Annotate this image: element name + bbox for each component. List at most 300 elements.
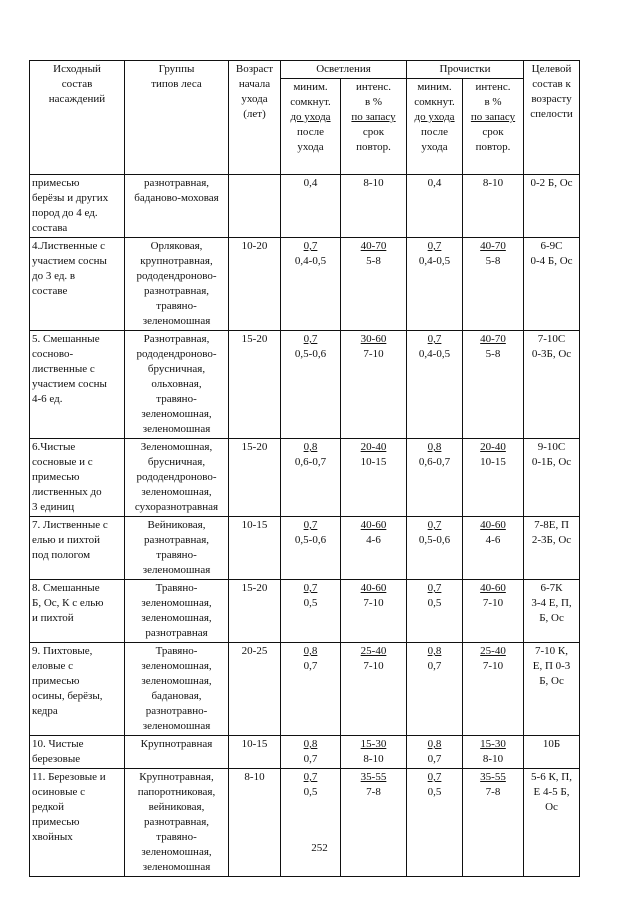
text-line: после: [421, 126, 448, 138]
text-line: Разнотравная,: [143, 333, 210, 345]
cell-intensity-prochistki: [463, 736, 524, 769]
text-line: Орляковая,: [150, 240, 203, 252]
text-line: вейниковая,: [148, 801, 205, 813]
text-line: примесью: [32, 675, 80, 687]
text-line: 0-3Б, Ос: [531, 348, 572, 360]
cell-initial-composition: [30, 769, 125, 877]
text-line: спелости: [530, 108, 573, 120]
text-line: под пологом: [32, 549, 91, 561]
cell-forest-types: [125, 439, 229, 517]
text-line: состав: [61, 78, 93, 90]
text-line: 8-10: [244, 771, 265, 783]
text-line: срок: [362, 126, 385, 138]
text-line: 7-10С: [537, 333, 566, 345]
text-line: повтор.: [356, 141, 391, 153]
text-line: после: [297, 126, 324, 138]
table-row: [30, 643, 580, 736]
text-line: 11. Березовые и: [32, 771, 106, 783]
cell-density-prochistki: [407, 736, 463, 769]
cell-intensity-osvetleniya: [341, 517, 407, 580]
subheader-density-osvetleniya: [281, 79, 341, 175]
text-line: зеленомошная,: [141, 408, 212, 420]
cell-density-osvetleniya: [281, 769, 341, 877]
text-line: 20-40: [480, 441, 506, 453]
cell-start-age: [229, 331, 281, 439]
text-line: примесью: [32, 471, 80, 483]
cell-density-prochistki: [407, 769, 463, 877]
cell-forest-types: [125, 736, 229, 769]
text-line: 15-20: [241, 333, 268, 345]
text-line: до ухода: [290, 111, 331, 123]
text-line: 4-6: [366, 534, 381, 546]
text-line: 4.Лиственные с: [32, 240, 105, 252]
text-line: берёзы и других: [32, 192, 109, 204]
text-line: редкой: [32, 801, 65, 813]
text-line: зеленомошная: [142, 315, 211, 327]
cell-start-age: [229, 238, 281, 331]
cell-initial-composition: [30, 238, 125, 331]
text-line: 8-10: [363, 753, 384, 765]
cell-intensity-prochistki: [463, 175, 524, 238]
text-line: 0,7: [427, 660, 442, 672]
text-line: осины, берёзы,: [32, 690, 103, 702]
text-line: бадановo-моховая: [134, 192, 219, 204]
text-line: 35-55: [480, 771, 506, 783]
text-line: кедра: [32, 705, 58, 717]
cell-initial-composition: [30, 175, 125, 238]
text-line: 30-60: [360, 333, 387, 345]
text-line: 7-10: [363, 348, 384, 360]
cell-density-osvetleniya: [281, 643, 341, 736]
text-line: Зеленомошная,: [140, 441, 213, 453]
table-body: [30, 175, 580, 877]
text-line: зеленомошная,: [141, 597, 212, 609]
table-row: [30, 331, 580, 439]
cell-target-composition: [524, 331, 580, 439]
cell-start-age: [229, 736, 281, 769]
header-osvetleniya: Осветления: [281, 61, 407, 79]
text-line: 0,5-0,6: [418, 534, 451, 546]
cell-intensity-prochistki: [463, 580, 524, 643]
text-line: лиственные с: [32, 363, 95, 375]
table-row: [30, 580, 580, 643]
text-line: 20-25: [241, 645, 268, 657]
text-line: Б, Ос: [539, 675, 564, 687]
text-line: 40-60: [360, 582, 387, 594]
subheader-density-prochistki: [407, 79, 463, 175]
text-line: 15-20: [241, 582, 268, 594]
text-line: 0,7: [303, 753, 318, 765]
text-line: пород до 4 ед.: [32, 207, 98, 219]
text-line: примесью: [32, 816, 80, 828]
text-line: 0,7: [303, 660, 318, 672]
cell-forest-types: [125, 643, 229, 736]
cell-density-prochistki: [407, 175, 463, 238]
text-line: разнотравная,: [143, 177, 210, 189]
cell-density-prochistki: [407, 238, 463, 331]
text-line: 5-6 К, П,: [531, 771, 572, 783]
text-line: 5-8: [366, 255, 381, 267]
text-line: по запасу: [470, 111, 516, 123]
text-line: разнотравная,: [143, 816, 210, 828]
cell-start-age: [229, 517, 281, 580]
table-row: [30, 439, 580, 517]
text-line: Ос: [545, 801, 558, 813]
text-line: 0,8: [427, 441, 442, 453]
header-start-age: [229, 61, 281, 175]
cell-intensity-prochistki: [463, 643, 524, 736]
text-line: 0,7: [427, 771, 442, 783]
text-line: 0,6-0,7: [418, 456, 451, 468]
text-line: сухоразнотравная: [134, 501, 219, 513]
text-line: 8-10: [363, 177, 384, 189]
cell-initial-composition: [30, 643, 125, 736]
text-line: типов леса: [151, 78, 202, 90]
text-line: травяно-: [156, 549, 197, 561]
text-line: 0,8: [303, 738, 318, 750]
text-line: составе: [32, 285, 68, 297]
text-line: Крупнотравная,: [139, 771, 214, 783]
text-line: крупнотравная,: [140, 255, 213, 267]
text-line: примесью: [32, 177, 80, 189]
text-line: 0-2 Б, Ос: [530, 177, 573, 189]
text-line: состава: [32, 222, 68, 234]
cell-density-osvetleniya: [281, 331, 341, 439]
text-line: ольховная,: [151, 378, 202, 390]
cell-density-osvetleniya: [281, 580, 341, 643]
text-line: 0,8: [303, 441, 318, 453]
text-line: 40-60: [480, 582, 506, 594]
text-line: 0,7: [303, 771, 318, 783]
text-line: 6.Чистые: [32, 441, 76, 453]
text-line: зеленомошная: [142, 720, 211, 732]
cell-target-composition: [524, 517, 580, 580]
text-line: 25-40: [360, 645, 387, 657]
text-line: 8-10: [482, 177, 504, 189]
text-line: 0,7: [303, 582, 318, 594]
cell-density-prochistki: [407, 439, 463, 517]
text-line: участием сосны: [32, 255, 107, 267]
text-line: 0,7: [427, 582, 442, 594]
text-line: Целевой: [531, 63, 572, 75]
text-line: 0,7: [427, 519, 442, 531]
text-line: 2-3Б, Ос: [531, 534, 572, 546]
cell-initial-composition: [30, 580, 125, 643]
subheader-intensity-prochistki: [463, 79, 524, 175]
text-line: 0,5-0,6: [294, 348, 327, 360]
text-line: травяно-: [156, 300, 197, 312]
text-line: Вейниковая,: [147, 519, 206, 531]
page-number: 252: [311, 842, 328, 854]
text-line: 8. Смешанные: [32, 582, 100, 594]
text-line: 0,7: [427, 240, 442, 252]
header-prochistki: Прочистки: [407, 61, 524, 79]
text-line: брусничная,: [147, 363, 206, 375]
text-line: 0,4: [303, 177, 318, 189]
text-line: 0-1Б, Ос: [531, 456, 572, 468]
text-line: участием сосны: [32, 378, 107, 390]
text-line: рододендроново-: [136, 471, 217, 483]
cell-density-osvetleniya: [281, 517, 341, 580]
cell-target-composition: [524, 439, 580, 517]
cell-intensity-osvetleniya: [341, 175, 407, 238]
cell-forest-types: [125, 769, 229, 877]
text-line: 7-8: [366, 786, 381, 798]
text-line: брусничная,: [147, 456, 206, 468]
text-line: 7. Лиственные с: [32, 519, 108, 531]
text-line: 10-15: [360, 456, 387, 468]
text-line: зеленомошная: [142, 861, 211, 873]
text-line: разнотравная,: [143, 534, 210, 546]
cell-forest-types: [125, 238, 229, 331]
text-line: 7-10 К,: [535, 645, 569, 657]
text-line: 0,4-0,5: [294, 255, 327, 267]
cell-start-age: [229, 769, 281, 877]
cell-intensity-osvetleniya: [341, 439, 407, 517]
text-line: 25-40: [480, 645, 506, 657]
text-line: 20-40: [360, 441, 387, 453]
text-line: 0,8: [427, 645, 442, 657]
cell-intensity-osvetleniya: [341, 643, 407, 736]
text-line: 0,7: [303, 519, 318, 531]
cell-intensity-osvetleniya: [341, 736, 407, 769]
text-line: 0,5: [303, 786, 318, 798]
text-line: зеленомошная,: [141, 846, 212, 858]
text-line: Травяно-: [155, 645, 198, 657]
cell-intensity-prochistki: [463, 331, 524, 439]
text-line: начала: [238, 78, 271, 90]
text-line: сосновые и с: [32, 456, 93, 468]
text-line: 9-10С: [537, 441, 566, 453]
text-line: 10Б: [542, 738, 561, 750]
text-line: 6-9С: [540, 240, 563, 252]
text-line: зеленомошная,: [141, 486, 212, 498]
cell-density-prochistki: [407, 331, 463, 439]
text-line: березовые: [32, 753, 81, 765]
cell-target-composition: [524, 175, 580, 238]
subheader-intensity-osvetleniya: [341, 79, 407, 175]
text-line: до 3 ед. в: [32, 270, 76, 282]
text-line: зеленомошная,: [141, 675, 212, 687]
text-line: ухода: [241, 93, 268, 105]
text-line: 10-15: [480, 456, 506, 468]
cell-target-composition: [524, 736, 580, 769]
text-line: миним.: [417, 81, 452, 93]
text-line: Возраст: [235, 63, 274, 75]
table-row: [30, 769, 580, 877]
text-line: осиновые с: [32, 786, 86, 798]
table-row: [30, 517, 580, 580]
text-line: лиственных до: [32, 486, 102, 498]
header-forest-types: [125, 61, 229, 175]
cell-target-composition: [524, 580, 580, 643]
cell-intensity-prochistki: [463, 517, 524, 580]
text-line: елью и пихтой: [32, 534, 101, 546]
text-line: разнотравная,: [143, 285, 210, 297]
text-line: зеленомошная: [142, 564, 211, 576]
cell-intensity-osvetleniya: [341, 580, 407, 643]
cell-intensity-prochistki: [463, 238, 524, 331]
text-line: 0,4-0,5: [418, 348, 451, 360]
text-line: 5-8: [485, 348, 501, 360]
text-line: повтор.: [475, 141, 511, 153]
text-line: 0,5: [427, 597, 442, 609]
text-line: еловые с: [32, 660, 73, 672]
cell-start-age: [229, 643, 281, 736]
text-line: 7-8Е, П: [534, 519, 569, 531]
text-line: сосново-: [32, 348, 74, 360]
text-line: 0,7: [303, 240, 318, 252]
text-line: 3-4 Е, П,: [531, 597, 572, 609]
cell-initial-composition: [30, 439, 125, 517]
cell-intensity-osvetleniya: [341, 238, 407, 331]
text-line: 7-8: [485, 786, 501, 798]
table-row: [30, 736, 580, 769]
text-line: зеленомошная,: [141, 612, 212, 624]
text-line: состав к: [532, 78, 571, 90]
text-line: ухода: [297, 141, 324, 153]
text-line: травяно-: [156, 393, 197, 405]
text-line: 35-55: [360, 771, 387, 783]
text-line: 7-10: [363, 597, 384, 609]
text-line: 7-10: [482, 660, 504, 672]
text-line: 0,4-0,5: [418, 255, 451, 267]
text-line: 40-70: [360, 240, 387, 252]
text-line: рододендроново-: [136, 270, 217, 282]
cell-forest-types: [125, 580, 229, 643]
text-line: возрасту: [531, 93, 572, 105]
text-line: хвойных: [32, 831, 73, 843]
cell-forest-types: [125, 517, 229, 580]
cell-initial-composition: [30, 736, 125, 769]
text-line: 7-10: [363, 660, 384, 672]
text-line: 0,7: [427, 333, 442, 345]
text-line: срок: [482, 126, 504, 138]
text-line: насаждений: [48, 93, 106, 105]
text-line: 40-70: [480, 240, 506, 252]
text-line: интенс.: [356, 81, 391, 93]
cell-target-composition: [524, 643, 580, 736]
cell-initial-composition: [30, 517, 125, 580]
text-line: папоротниковая,: [137, 786, 216, 798]
cell-start-age: [229, 175, 281, 238]
cell-density-osvetleniya: [281, 439, 341, 517]
table-row: [30, 238, 580, 331]
text-line: в %: [364, 96, 383, 108]
text-line: 4-6 ед.: [32, 393, 63, 405]
cell-forest-types: [125, 175, 229, 238]
text-line: до ухода: [414, 111, 455, 123]
text-line: 0,8: [303, 645, 318, 657]
text-line: 40-60: [360, 519, 387, 531]
text-line: 7-10: [482, 597, 504, 609]
text-line: 10-15: [241, 738, 268, 750]
text-line: 0,5: [303, 597, 318, 609]
text-line: разнотравная: [145, 627, 208, 639]
text-line: зеленомошная: [142, 423, 211, 435]
text-line: 15-20: [241, 441, 268, 453]
cell-intensity-osvetleniya: [341, 331, 407, 439]
text-line: 0,6-0,7: [294, 456, 327, 468]
text-line: разнотравно-: [145, 705, 208, 717]
text-line: зеленомошная,: [141, 660, 212, 672]
text-line: 0,5-0,6: [294, 534, 327, 546]
text-line: 15-30: [360, 738, 387, 750]
text-line: 3 единиц: [32, 501, 75, 513]
text-line: 9. Пихтовые,: [32, 645, 93, 657]
text-line: рододендроново-: [136, 348, 217, 360]
text-line: 8-10: [482, 753, 504, 765]
text-line: по запасу: [351, 111, 396, 123]
text-line: Е, П 0-3: [532, 660, 571, 672]
text-line: 0,5: [427, 786, 442, 798]
text-line: 0-4 Б, Ос: [530, 255, 573, 267]
text-line: Б, Ос: [539, 612, 564, 624]
cell-intensity-prochistki: [463, 439, 524, 517]
text-line: 0,4: [427, 177, 442, 189]
cell-density-osvetleniya: [281, 175, 341, 238]
cell-density-prochistki: [407, 580, 463, 643]
text-line: ухода: [421, 141, 448, 153]
text-line: Исходный: [53, 63, 101, 75]
text-line: сомкнут.: [414, 96, 455, 108]
text-line: сомкнут.: [290, 96, 331, 108]
text-line: Травяно-: [155, 582, 198, 594]
cell-initial-composition: [30, 331, 125, 439]
header-initial-composition: [30, 61, 125, 175]
text-line: 0,7: [427, 753, 442, 765]
text-line: Е 4-5 Б,: [533, 786, 570, 798]
text-line: Группы: [158, 63, 195, 75]
text-line: Крупнотравная: [140, 738, 213, 750]
text-line: 0,7: [303, 333, 318, 345]
text-line: 4-6: [485, 534, 501, 546]
text-line: 15-30: [480, 738, 506, 750]
cell-density-osvetleniya: [281, 736, 341, 769]
forest-care-table: [29, 60, 580, 877]
text-line: травяно-: [156, 831, 197, 843]
cell-forest-types: [125, 331, 229, 439]
text-line: интенс.: [475, 81, 511, 93]
text-line: 0,8: [427, 738, 442, 750]
text-line: Б, Ос, К с елью: [32, 597, 104, 609]
cell-target-composition: [524, 769, 580, 877]
text-line: 5-8: [485, 255, 501, 267]
cell-density-prochistki: [407, 643, 463, 736]
text-line: бадановая,: [151, 690, 202, 702]
text-line: 10-15: [241, 519, 268, 531]
cell-density-osvetleniya: [281, 238, 341, 331]
cell-intensity-osvetleniya: [341, 769, 407, 877]
table-row: [30, 175, 580, 238]
text-line: 10. Чистые: [32, 738, 84, 750]
cell-target-composition: [524, 238, 580, 331]
cell-start-age: [229, 439, 281, 517]
cell-density-prochistki: [407, 517, 463, 580]
text-line: (лет): [243, 108, 266, 120]
text-line: 6-7К: [540, 582, 563, 594]
text-line: в %: [484, 96, 502, 108]
text-line: миним.: [293, 81, 328, 93]
text-line: 10-20: [241, 240, 268, 252]
cell-start-age: [229, 580, 281, 643]
header-target-composition: [524, 61, 580, 175]
cell-intensity-prochistki: [463, 769, 524, 877]
text-line: 40-60: [480, 519, 506, 531]
text-line: и пихтой: [32, 612, 74, 624]
text-line: 5. Смешанные: [32, 333, 100, 345]
text-line: 40-70: [480, 333, 506, 345]
